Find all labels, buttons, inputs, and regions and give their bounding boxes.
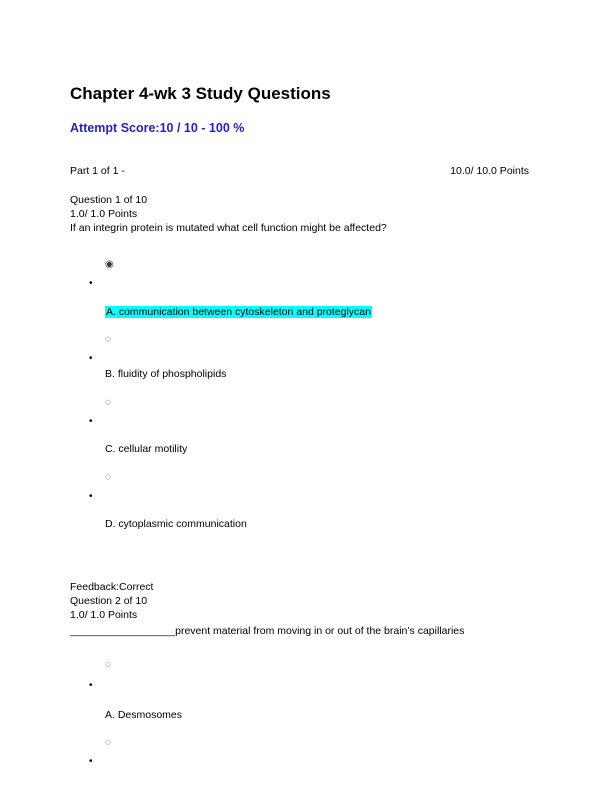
question-1-option-a[interactable] bbox=[105, 306, 372, 319]
bullet-icon: • bbox=[89, 416, 93, 427]
bullet-icon: • bbox=[89, 353, 93, 364]
attempt-score: Attempt Score:10 / 10 - 100 % bbox=[70, 121, 245, 135]
radio-unselected-icon[interactable]: ◌ bbox=[105, 737, 111, 748]
option-label: A. communication between cytoskeleton and proteglycan bbox=[106, 306, 371, 318]
question-2-text: __________________prevent material from moving in or out of the brain’s capillaries bbox=[70, 625, 465, 637]
radio-unselected-icon[interactable]: ◌ bbox=[105, 659, 111, 670]
question-1-option-c[interactable]: C. cellular motility bbox=[105, 443, 188, 455]
question-1-points: 1.0/ 1.0 Points bbox=[70, 208, 138, 220]
bullet-icon: • bbox=[89, 756, 93, 767]
part-points: 10.0/ 10.0 Points bbox=[450, 165, 529, 177]
part-label: Part 1 of 1 - bbox=[70, 165, 125, 177]
radio-unselected-icon[interactable]: ◌ bbox=[105, 472, 111, 483]
question-2-points: 1.0/ 1.0 Points bbox=[70, 609, 138, 621]
question-1-option-b[interactable]: B. fluidity of phospholipids bbox=[105, 368, 227, 380]
bullet-icon: • bbox=[89, 491, 93, 502]
question-1-text: If an integrin protein is mutated what cell function might be affected? bbox=[70, 222, 387, 234]
question-1-number: Question 1 of 10 bbox=[70, 194, 148, 206]
question-2-number: Question 2 of 10 bbox=[70, 595, 148, 607]
question-1-option-d[interactable]: D. cytoplasmic communication bbox=[105, 518, 247, 530]
radio-selected-icon[interactable]: ◉ bbox=[105, 259, 114, 270]
radio-unselected-icon[interactable]: ◌ bbox=[105, 397, 111, 408]
bullet-icon: • bbox=[89, 278, 93, 289]
page-title: Chapter 4-wk 3 Study Questions bbox=[70, 84, 331, 103]
question-1-feedback: Feedback:Correct bbox=[70, 581, 154, 593]
question-2-option-a[interactable]: A. Desmosomes bbox=[105, 709, 183, 721]
radio-unselected-icon[interactable]: ◌ bbox=[105, 334, 111, 345]
bullet-icon: • bbox=[89, 680, 93, 691]
